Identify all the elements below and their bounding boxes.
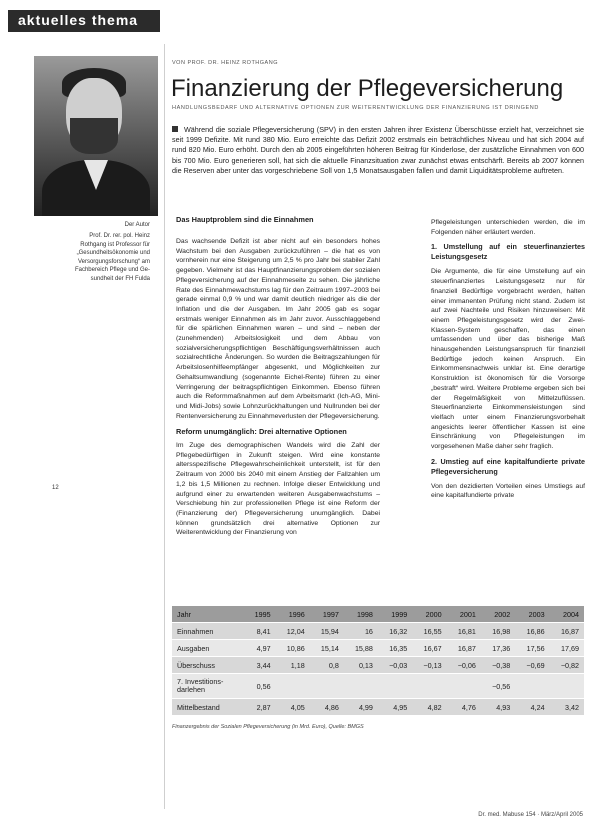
table-cell: 4,86: [310, 699, 344, 716]
finance-table: [172, 606, 584, 716]
photo-caption-title: Der Autor: [124, 222, 150, 228]
column-header: 2003: [515, 606, 549, 623]
bio-line: Versorgungsforschung“ am: [77, 258, 150, 265]
table-row: [172, 657, 584, 674]
table-cell: −0,03: [378, 657, 412, 674]
text-column-right: [431, 218, 585, 506]
column-header: 1995: [244, 606, 276, 623]
article-subtitle: HANDLUNGSBEDARF UND ALTERNATIVE OPTIONEN ZUR WEITERENTWICKLUNG DER FINANZIERUNG IST DRINGEND: [172, 105, 539, 111]
author-photo: [34, 56, 158, 216]
bio-line: „Gesundheitsökonomie und: [76, 250, 150, 257]
column-header: 2004: [550, 606, 584, 623]
table-caption: Finanzergebnis der Sozialen Pflegeversicherung (in Mrd. Euro), Quelle: BMGS: [172, 724, 364, 730]
table-cell: [276, 674, 310, 699]
bullet-square-icon: [172, 126, 178, 132]
table-cell: 17,56: [515, 640, 549, 657]
row-label: Mittelbestand: [172, 699, 244, 716]
row-label: Einnahmen: [172, 623, 244, 640]
column-header: 2001: [447, 606, 481, 623]
table-cell: 16,55: [412, 623, 446, 640]
table-cell: 16,67: [412, 640, 446, 657]
table-cell: [550, 674, 584, 699]
table-cell: 16,87: [550, 623, 584, 640]
section-heading: Das Hauptproblem sind die Einnahmen: [176, 215, 314, 224]
table-cell: 3,44: [244, 657, 276, 674]
table-cell: 0,56: [244, 674, 276, 699]
section-heading: Reform unumgänglich: Drei alternative Optionen: [176, 427, 347, 437]
text-column-left: [176, 215, 380, 543]
table-cell: 1,18: [276, 657, 310, 674]
table-cell: −0,13: [412, 657, 446, 674]
table-cell: [412, 674, 446, 699]
table-cell: [310, 674, 344, 699]
table-cell: 15,14: [310, 640, 344, 657]
page-number: 12: [52, 485, 59, 491]
table-cell: [344, 674, 378, 699]
column-header: 1998: [344, 606, 378, 623]
table-cell: 4,93: [481, 699, 515, 716]
table-cell: 16: [344, 623, 378, 640]
table-cell: 4,24: [515, 699, 549, 716]
table-cell: 4,05: [276, 699, 310, 716]
table-cell: 10,86: [276, 640, 310, 657]
author-bio: [40, 232, 150, 284]
paragraph: Pflegeleistungen unterschieden werden, die im Folgenden näher erläutert werden.: [431, 219, 585, 236]
column-header: 1996: [276, 606, 310, 623]
numbered-heading: 1. Umstellung auf ein steuerfinanziertes Leistungsgesetz: [431, 242, 585, 262]
table-cell: 4,82: [412, 699, 446, 716]
table-cell: −0,56: [481, 674, 515, 699]
table-cell: 4,99: [344, 699, 378, 716]
table-cell: 4,95: [378, 699, 412, 716]
column-header: 2002: [481, 606, 515, 623]
table-cell: 0,13: [344, 657, 378, 674]
table-cell: 15,94: [310, 623, 344, 640]
table-cell: 12,04: [276, 623, 310, 640]
table-cell: 2,87: [244, 699, 276, 716]
paragraph: Das wachsende Defizit ist aber nicht auf ein besonders hohes Wachstum bei den Ausgaben zurückzuführen – die hat es von vornherein nur eine Steigerung um 2,5 % pro Jahr bei stabiler Zahl gegeben. Vielmehr ist das Hauptfinanzierungsproblem der sozialen Pflegeversicherung auf der Einnahmeseite zu sehen. Die jährliche Rate des Einnahmewachstums lag für den Zeitraum 1997–2003 bei gerade einmal 0,9 % und war damit deutlich niedriger als die der Inflation und die der Ausgaben. Im Jahr 2005 gab es sogar erstmals weniger Einnahmen als im Jahr zuvor. Ausschlaggebend für die spärlichen Einnahmen waren – und sind – neben der (zunehmenden) Arbeitslosigkeit und dem Abbau von sozialversicherungspflichtigen Beschäftigungsverhältnissen auch sozialrechtliche Änderungen. So wurden die Beitragszahlungen für Arbeitslosenhilfeempfänger abgesenkt, und Möglichkeiten zur Gehaltsumwandlung (sogenannte Eichel-Rente) führen zu einer Verringerung der beitragspflichtigen Einkommen. Ebenso führen auch die Reformmaßnahmen auf dem Arbeitsmarkt (Ich-AG, Mini- und Midi-Jobs) sowie Lohnzurückhaltungen und Nullrunden bei der Rentenversicherung zu Einnahmeverlusten der Pflegeversicherung.: [176, 238, 380, 420]
article-author: VON PROF. DR. HEINZ ROTHGANG: [172, 60, 278, 66]
table-cell: 8,41: [244, 623, 276, 640]
table-cell: 0,8: [310, 657, 344, 674]
bio-line: Prof. Dr. rer. pol. Heinz: [89, 233, 150, 239]
table-cell: 16,86: [515, 623, 549, 640]
table-cell: 3,42: [550, 699, 584, 716]
bio-line: sundheit der FH Fulda: [90, 275, 150, 282]
column-header: 1997: [310, 606, 344, 623]
table-cell: 17,69: [550, 640, 584, 657]
page-footer: Dr. med. Mabuse 154 · März/April 2005: [478, 812, 583, 818]
row-label: 7. Investitions- darlehen: [172, 674, 244, 699]
table-cell: −0,06: [447, 657, 481, 674]
table-cell: −0,38: [481, 657, 515, 674]
table-cell: 17,36: [481, 640, 515, 657]
table-cell: −0,69: [515, 657, 549, 674]
lead-text: Während die soziale Pflegeversicherung (SPV) in den ersten Jahren ihrer Existenz Überschüsse erzielt hat, verzeichnet sie seit 1999 Defizite. Mit rund 380 Mio. Euro erreichte das Defizit 2002 erstmals ein beträchtliches Niveau und hat sich 2004 auf rund 820 Mio. Euro erhöht. Durch den ab 2005 eingeführten höheren Beitrag für Kinderlose, der zusätzliche Einnahmen von 600 bis 700 Mio. Euro generieren soll, hat sich die aktuelle Finanzsituation zwar zunächst etwas entschärft. Bereits ab 2007 können die Reserven aber unter das vorgeschriebene Soll von 1,5 Monatsausgaben fallen und damit Liquiditätsprobleme auftreten.: [172, 125, 584, 175]
table-cell: [515, 674, 549, 699]
section-header-label: aktuelles thema: [18, 12, 139, 28]
article-title: Finanzierung der Pflegeversicherung: [171, 75, 564, 102]
table-row: [172, 640, 584, 657]
article-lead: [172, 125, 584, 176]
table-row: [172, 623, 584, 640]
table-cell: [378, 674, 412, 699]
table-cell: 16,35: [378, 640, 412, 657]
column-divider: [164, 44, 165, 809]
paragraph: Die Argumente, die für eine Umstellung auf ein steuerfinanziertes Leistungsgesetz nur für finanziell Bedürftige vorgebracht werden, halten einer immanenten Prüfung nicht stand. Zudem ist auf zwei Nachteile und Risiken hinzuweisen: Mit einem Pflegeleistungsgesetz wird der Zwei-Klassen-System geschaffen, das einen umfassenden und über das bisherige Maß hinausgehenden Leistungsanspruch für finanziell Bedürftige jedoch keinen Anspruch. Ein Einkommensnachweis unklar ist. Eine derartige Konstruktion ist ökonomisch für die Vorsorge „bestraft“ wird. Weitere Probleme ergeben sich bei der Regelmäßigkeit von Mittelzuflüssen. Steuerfinanzierte Einkommensleistungen sind vielfach unter einem Finanzierungsvorbehalt angesichts leerer öffentlicher Kassen ist eine Einschränkung von Pflegeleistungen im vorgesehenen Maße daher sehr fraglich.: [431, 268, 585, 451]
table-cell: 16,81: [447, 623, 481, 640]
row-label: Ausgaben: [172, 640, 244, 657]
table-cell: 16,98: [481, 623, 515, 640]
table-cell: [447, 674, 481, 699]
row-label: Überschuss: [172, 657, 244, 674]
table-cell: 4,76: [447, 699, 481, 716]
table-row: [172, 674, 584, 699]
bio-line: Fachbereich Pflege und Ge-: [74, 267, 150, 274]
table-header-row: [172, 606, 584, 623]
table-cell: −0,82: [550, 657, 584, 674]
table-row: [172, 699, 584, 716]
bio-line: Rothgang ist Professor für: [80, 241, 150, 248]
table-cell: 16,32: [378, 623, 412, 640]
table-cell: 4,97: [244, 640, 276, 657]
numbered-heading: 2. Umstieg auf eine kapitalfundierte private Pflegeversicherung: [431, 456, 585, 476]
column-header: Jahr: [172, 606, 244, 623]
column-header: 1999: [378, 606, 412, 623]
column-header: 2000: [412, 606, 446, 623]
paragraph: Im Zuge des demographischen Wandels wird die Zahl der Pflegebedürftigen in Zukunft steigen. Wird eine konstante altersspezifische Pflegewahrscheinlichkeit unterstellt, ist für den Zeitraum von 2000 bis 2040 mit einem Anstieg der Fallzahlen um 1,2 bis 1,5 Millionen zu rechnen. Infolge dieser Entwicklung und aufgrund einer zu erwartenden weiteren Ausgabenwachstums – Verschiebung hin zur professionellen Pflege ist eine Reform der (Finanzierung der) Pflegeversicherung unumgänglich. Dabei können grundsätzlich drei alternative Optionen zur Weiterentwicklung der Finanzierung von: [176, 442, 380, 537]
table-cell: 16,87: [447, 640, 481, 657]
table-cell: 15,88: [344, 640, 378, 657]
paragraph: Von den dezidierten Vorteilen eines Umstiegs auf eine kapitalfundierte private: [431, 482, 585, 500]
